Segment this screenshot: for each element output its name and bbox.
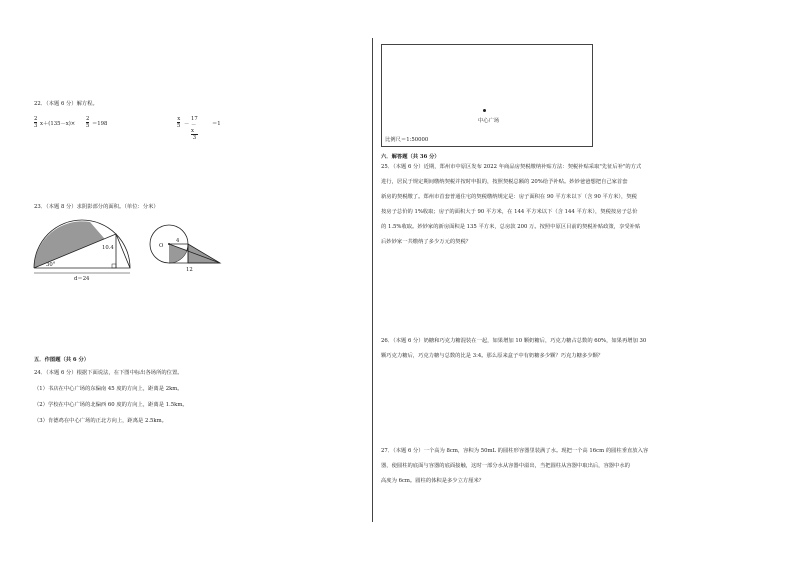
- q23-title: 23．（本题 8 分）求阴影部分的面积。（单位：分米）: [34, 204, 159, 210]
- center-label: 中心广场: [478, 118, 500, 124]
- q27-line: 27．（本题 6 分）一个高为 8cm，容积为 50mL 的圆柱形容器里装满了水。现把一个高 16cm 的圆柱垂直放入容: [381, 448, 649, 454]
- q25-line: 的 1.5%收取。妙妙家的新房面积是 135 平方米，总房款 200 万。按照中原区目前的契税补贴政策，享受补贴: [381, 224, 641, 230]
- center-point: [168, 243, 170, 245]
- numerator: 2: [86, 116, 90, 122]
- equation-middle: x＋(135－x)×: [40, 121, 76, 127]
- fraction: [191, 116, 198, 141]
- radius-label: 4: [176, 238, 180, 244]
- column-divider: [372, 38, 373, 522]
- q24-item: （1）书店在中心广场的东偏南 45 度的方向上，距离是 2km。: [34, 386, 183, 392]
- denominator: 5: [177, 123, 181, 129]
- q25-line: 新房的契税缴了。郑州市首套普通住宅的契税缴纳规定是：房子面积在 90 平方米以下（含 90 平方米），契税: [381, 194, 637, 200]
- q25-line: 后妙妙家一共缴纳了多少万元的契税？: [381, 239, 472, 245]
- fraction: [177, 116, 180, 129]
- center-point: [483, 109, 486, 112]
- numerator: 2: [34, 116, 38, 122]
- q22-title: 22．（本题 6 分）解方程。: [34, 101, 98, 107]
- equation-tail: ＝1: [212, 121, 221, 127]
- section-6-title: 六．解答题（共 36 分）: [381, 154, 440, 160]
- q26-line: 颗巧克力糖后，巧克力糖与总数的比是 3:4。那么原来盒子中有奶糖多少颗？巧克力糖多少颗？: [381, 353, 604, 359]
- numerator: x: [177, 116, 181, 122]
- q24-item: （3）肯德鸡在中心广场的正北方向上，距离是 2.5km。: [34, 418, 167, 424]
- q25-line: 按房子总价的 1%收取；房子的面积大于 90 平方米，在 144 平方米以下（含 144 平方米），契税按房子总价: [381, 209, 638, 215]
- q27-line: 器，使圆柱的底面与容器的底面接触，这时一部分水从容器中溢出，当把圆柱从容器中取出后，容器中水的: [381, 463, 630, 469]
- height-label: 10.4: [102, 245, 114, 251]
- center-label: O: [159, 243, 164, 249]
- diameter-label: d＝24: [74, 276, 90, 282]
- shaded-triangle: [188, 244, 220, 263]
- base-label: 12: [186, 267, 193, 273]
- q23-figure-semicircle: [32, 218, 142, 282]
- section-5-title: 五．作图题（共 6 分）: [34, 357, 90, 363]
- fraction: [86, 116, 89, 129]
- fraction: [34, 116, 37, 129]
- q27-line: 高度为 6cm。圆柱的体积是多少立方厘米？: [381, 478, 485, 484]
- numerator: 17－x: [191, 116, 198, 134]
- q26-line: 26．（本题 6 分）奶糖和巧克力糖混装在一起，如果增加 10 颗奶糖后，巧克力糖占总数的 60%，如果再增加 30: [381, 338, 647, 344]
- minus-sign: －: [184, 121, 190, 127]
- q24-title: 24．（本题 6 分）根据下面说法，在下图中标出各场所的位置。: [34, 370, 183, 376]
- q23-figure-circle: [142, 222, 232, 282]
- q25-line: 25．（本题 6 分）近期，郑州市中原区发布 2022 年商品房契税缴纳补贴方法：契税补贴采取"先征后补"的方式: [381, 164, 642, 170]
- map-box: [381, 44, 593, 147]
- scale-label: 比例尺＝1:50000: [385, 137, 429, 143]
- denominator: 3: [192, 135, 197, 141]
- equation-tail: ＝198: [92, 121, 108, 127]
- denominator: 3: [34, 123, 38, 129]
- angle-label: 30°: [46, 262, 56, 268]
- denominator: 5: [86, 123, 90, 129]
- q24-item: （2）学校在中心广场的北偏西 60 度的方向上，距离是 1.5km。: [34, 402, 188, 408]
- q25-line: 进行，居民于规定期间缴纳契税并按时申报的，按照契税总额的 20%给予补贴。妙妙爸爸想把自己家首套: [381, 179, 628, 185]
